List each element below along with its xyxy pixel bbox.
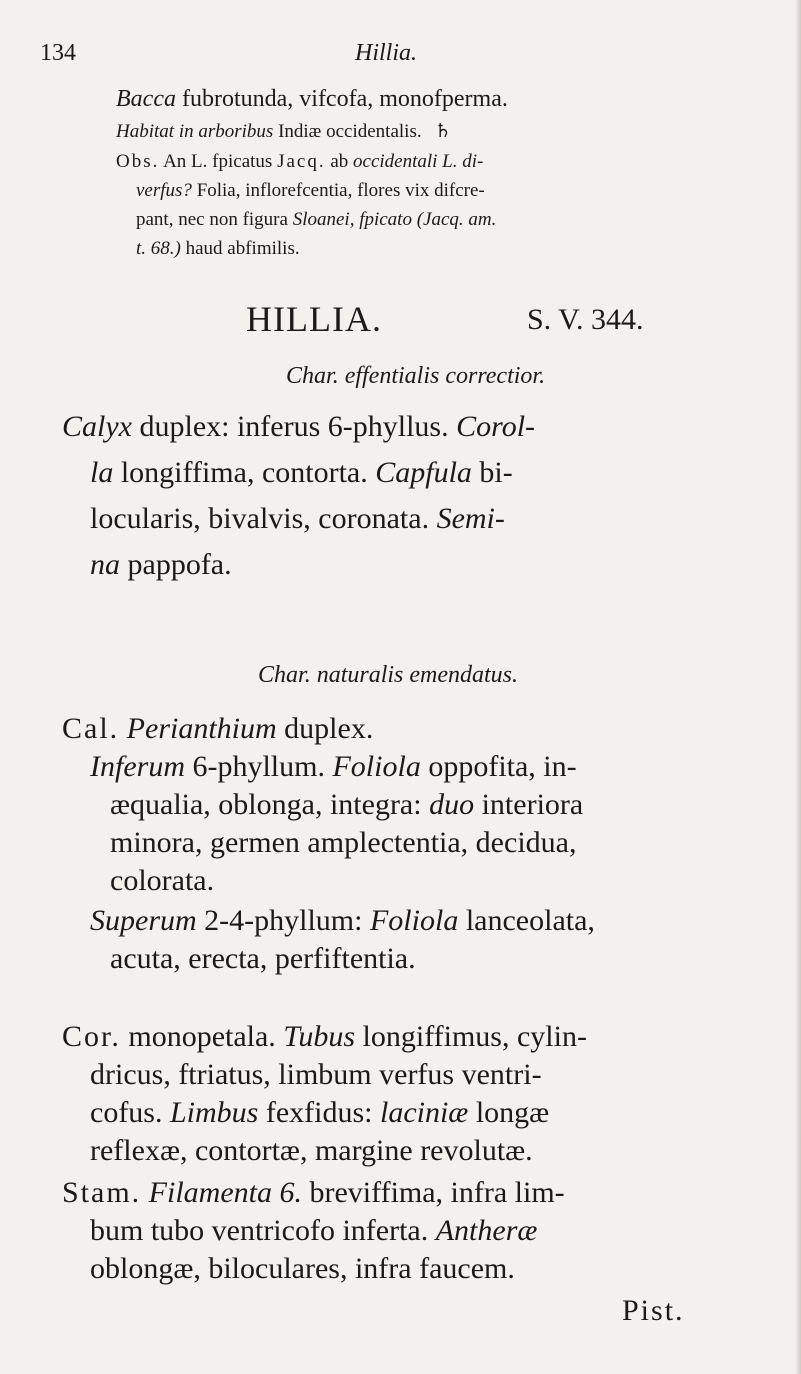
essential-line-2: la longiffima, contorta. Capfula bi- xyxy=(90,456,513,489)
habitat-label: Habitat xyxy=(116,121,175,142)
essential-line-4: na pappofa. xyxy=(90,548,232,581)
bacca-label: Bacca xyxy=(116,86,176,112)
cal-line-7: acuta, erecta, perfiftentia. xyxy=(110,942,416,975)
habitat-text: Indiæ occidentalis. xyxy=(278,121,422,142)
cal-line-4: minora, germen amplectentia, decidua, xyxy=(110,826,577,859)
bacca-text: fubrotunda, vifcofa, monofperma. xyxy=(181,86,508,112)
genus-reference: S. V. 344. xyxy=(527,303,644,336)
essential-line-3: locularis, bivalvis, coronata. Semi- xyxy=(90,502,505,535)
catchword: Pist. xyxy=(622,1294,685,1327)
stam-line-3: oblongæ, biloculares, infra faucem. xyxy=(90,1252,515,1285)
cal-line-1: Cal. Perianthium duplex. xyxy=(62,712,374,745)
obs-line-1: Obs. An L. fpicatus Jacq. ab occidentali L. di- xyxy=(116,151,484,172)
cal-line-3: æqualia, oblonga, integra: duo interiora xyxy=(110,788,584,821)
cal-line-5: colorata. xyxy=(110,864,215,897)
cor-line-4: reflexæ, contortæ, margine revolutæ. xyxy=(90,1134,533,1167)
page-number: 134 xyxy=(40,40,76,66)
bacca-line xyxy=(116,86,508,113)
obs-line-4: t. 68.) haud abfimilis. xyxy=(136,238,300,259)
cor-line-2: dricus, ftriatus, limbum verfus ventri- xyxy=(90,1058,542,1091)
genus-title: HILLIA. xyxy=(246,299,382,339)
char-essentialis-heading: Char. effentialis correctior. xyxy=(286,363,546,389)
cal-line-2: Inferum 6-phyllum. Foliola oppofita, in- xyxy=(90,750,577,783)
char-naturalis-heading: Char. naturalis emendatus. xyxy=(258,662,519,688)
stam-line-1: Stam. Filamenta 6. breviffima, infra lim- xyxy=(62,1176,565,1209)
obs-label: Obs. xyxy=(116,151,160,172)
obs-line-2: verfus? Folia, inflorefcentia, flores vix difcre- xyxy=(136,180,485,201)
cor-line-1: Cor. monopetala. Tubus longiffimus, cylin- xyxy=(62,1020,587,1053)
stam-line-2: bum tubo ventricofo inferta. Antheræ xyxy=(90,1214,538,1247)
saturn-symbol: ♄ xyxy=(434,121,452,142)
essential-line-1: Calyx duplex: inferus 6-phyllus. Corol- xyxy=(62,410,536,443)
running-title: Hillia. xyxy=(355,40,418,66)
page-edge xyxy=(795,0,801,1374)
cor-line-3: cofus. Limbus fexfidus: laciniæ longæ xyxy=(90,1096,550,1129)
author-jacq: Jacq. xyxy=(277,151,326,172)
cal-line-6: Superum 2-4-phyllum: Foliola lanceolata, xyxy=(90,904,595,937)
habitat-location: in arboribus xyxy=(178,121,274,142)
obs-line-3: pant, nec non figura Sloanei, fpicato (Jacq. am. xyxy=(136,209,497,230)
habitat-line xyxy=(116,120,451,143)
